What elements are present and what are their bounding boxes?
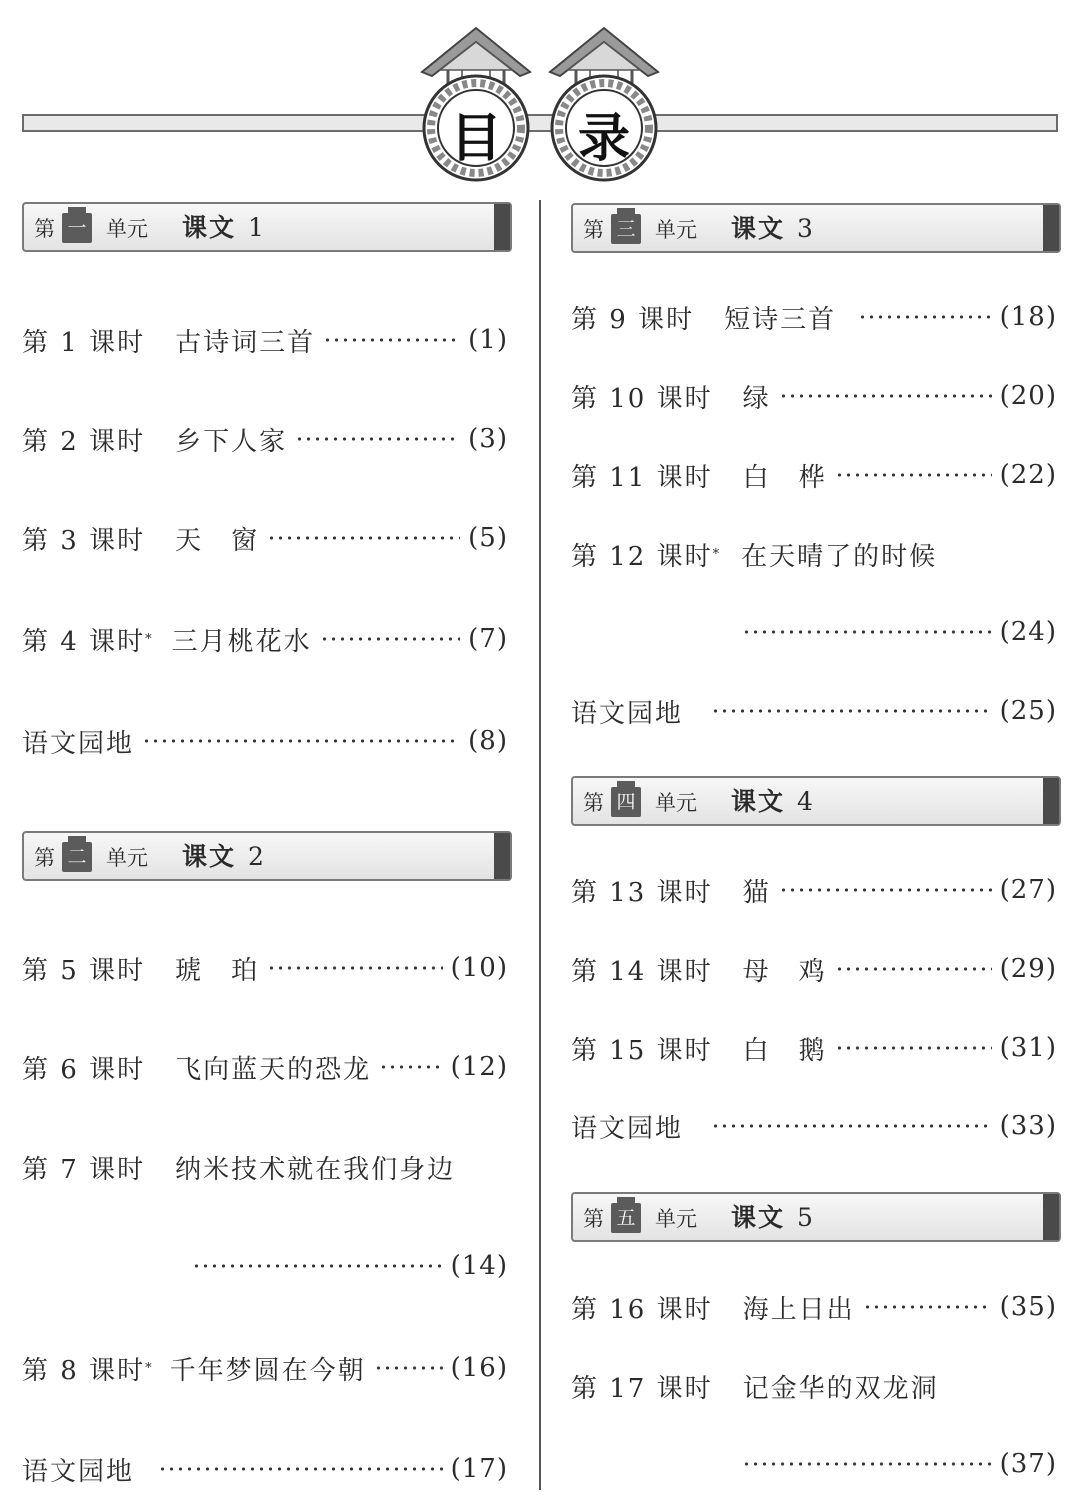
lesson-title: 母 鸡 — [742, 956, 827, 987]
leader-dots — [863, 1289, 992, 1325]
toc-entry[interactable] — [571, 457, 1057, 493]
toc-entry[interactable] — [571, 1368, 1057, 1404]
lesson-label: 第 16 课时 — [571, 1294, 713, 1325]
unit-danyuan: 单元 — [106, 846, 148, 870]
leader-dots — [835, 1030, 992, 1066]
lesson-title: 三月桃花水 — [171, 626, 312, 657]
lesson-label: 语文园地 — [22, 728, 135, 759]
toc-entry[interactable] — [22, 322, 508, 358]
unit-header-bar — [494, 204, 510, 250]
column-divider — [539, 200, 541, 1490]
leader-dots — [320, 621, 461, 657]
page-number: (1) — [468, 325, 508, 355]
unit-header-5 — [571, 1192, 1061, 1242]
lesson-title: 千年梦圆在今朝 — [169, 1355, 366, 1386]
page-number: (27) — [999, 875, 1057, 905]
page-number: (18) — [999, 302, 1057, 332]
unit-header-3 — [571, 203, 1061, 253]
unit-header-bar — [1043, 778, 1059, 824]
leader-dots — [267, 520, 460, 556]
leader-dots — [742, 1446, 992, 1482]
lesson-label: 第 17 课时 — [571, 1373, 713, 1404]
lesson-label: 第 14 课时 — [571, 956, 713, 987]
leader-dots — [142, 723, 460, 759]
lesson-label: 第 1 课时 — [22, 327, 146, 358]
toc-title-char-2: 录 — [577, 109, 630, 169]
lesson-title: 纳米技术就在我们身边 — [175, 1154, 456, 1185]
lesson-title: 记金华的双龙洞 — [742, 1373, 939, 1404]
leader-dots — [379, 1049, 443, 1085]
toc-entry-continuation[interactable] — [742, 614, 1057, 650]
unit-di: 第 — [583, 218, 604, 242]
unit-kewen: 课文 — [731, 214, 786, 243]
unit-header-bar — [1043, 205, 1059, 251]
page-number: (29) — [999, 954, 1057, 984]
page-number: (10) — [450, 953, 508, 983]
lesson-title: 乡下人家 — [175, 426, 288, 457]
unit-di: 第 — [583, 791, 604, 815]
lesson-title: 短诗三首 — [724, 304, 837, 335]
unit-number: 四 — [611, 787, 641, 817]
lesson-title: 飞向蓝天的恐龙 — [175, 1054, 372, 1085]
unit-number: 一 — [62, 213, 92, 243]
toc-entry[interactable] — [22, 1451, 508, 1487]
unit-danyuan: 单元 — [655, 1207, 697, 1231]
page-number: (12) — [450, 1052, 508, 1082]
lesson-title: 琥 珀 — [175, 955, 260, 986]
lesson-label: 第 2 课时 — [22, 426, 146, 457]
unit-di: 第 — [583, 1207, 604, 1231]
lesson-title: 绿 — [742, 383, 771, 414]
page-number: (16) — [450, 1353, 508, 1383]
optional-star: * — [145, 631, 154, 647]
page-number: (37) — [999, 1449, 1057, 1479]
unit-di: 第 — [34, 217, 55, 241]
lesson-label: 第 3 课时 — [22, 525, 146, 556]
lesson-title: 海上日出 — [742, 1294, 855, 1325]
unit-kewen: 课文 — [182, 213, 237, 242]
unit-kewen-number: 3 — [797, 214, 813, 243]
lesson-label: 第 15 课时 — [571, 1035, 713, 1066]
lesson-title: 在天晴了的时候 — [741, 541, 938, 572]
toc-entry[interactable] — [22, 950, 508, 986]
toc-entry[interactable] — [22, 621, 508, 657]
lesson-title: 古诗词三首 — [175, 327, 316, 358]
unit-kewen-number: 2 — [248, 842, 264, 871]
page-number: (8) — [468, 726, 508, 756]
unit-danyuan: 单元 — [655, 791, 697, 815]
unit-header-1 — [22, 202, 512, 252]
leader-dots — [742, 614, 992, 650]
unit-kewen-number: 4 — [797, 787, 813, 816]
lesson-label: 第 10 课时 — [571, 383, 713, 414]
toc-entry[interactable] — [571, 872, 1057, 908]
lesson-label: 第 13 课时 — [571, 877, 713, 908]
title-badge-right — [546, 26, 662, 186]
lesson-label: 语文园地 — [22, 1456, 135, 1487]
page-number: (20) — [999, 381, 1057, 411]
page-number: (14) — [450, 1251, 508, 1281]
toc-entry[interactable] — [571, 1289, 1057, 1325]
toc-entry[interactable] — [571, 693, 1057, 729]
lesson-label: 第 8 课时 — [22, 1355, 146, 1386]
unit-number: 三 — [611, 214, 641, 244]
toc-entry[interactable] — [571, 378, 1057, 414]
toc-entry[interactable] — [22, 1350, 508, 1386]
toc-entry[interactable] — [571, 1030, 1057, 1066]
leader-dots — [323, 322, 460, 358]
lesson-title: 猫 — [742, 877, 771, 908]
toc-entry-continuation[interactable] — [742, 1446, 1057, 1482]
header-rule — [22, 114, 1058, 132]
leader-dots — [374, 1350, 443, 1386]
toc-title-char-1: 目 — [449, 109, 502, 169]
page-number: (35) — [999, 1292, 1057, 1322]
leader-dots — [192, 1248, 443, 1284]
unit-danyuan: 单元 — [655, 218, 697, 242]
page-number: (24) — [999, 617, 1057, 647]
leader-dots — [711, 1108, 992, 1144]
lesson-label: 第 4 课时 — [22, 626, 146, 657]
page-number: (17) — [450, 1454, 508, 1484]
leader-dots — [858, 299, 992, 335]
unit-header-bar — [1043, 1194, 1059, 1240]
leader-dots — [779, 872, 992, 908]
toc-entry[interactable] — [22, 723, 508, 759]
leader-dots — [711, 693, 992, 729]
page-number: (22) — [999, 460, 1057, 490]
lesson-label: 语文园地 — [571, 1113, 684, 1144]
unit-header-2 — [22, 831, 512, 881]
page-number: (25) — [999, 696, 1057, 726]
toc-entry[interactable] — [571, 951, 1057, 987]
unit-kewen: 课文 — [182, 842, 237, 871]
unit-header-4 — [571, 776, 1061, 826]
lesson-label: 第 9 课时 — [571, 304, 695, 335]
leader-dots — [835, 951, 992, 987]
lesson-label: 第 11 课时 — [571, 462, 713, 493]
page-number: (33) — [999, 1111, 1057, 1141]
optional-star: * — [145, 1360, 154, 1376]
lesson-title: 白 桦 — [742, 462, 827, 493]
toc-entry-continuation[interactable] — [192, 1248, 508, 1284]
unit-kewen: 课文 — [731, 1203, 786, 1232]
lesson-label: 第 5 课时 — [22, 955, 146, 986]
toc-entry[interactable] — [22, 520, 508, 556]
title-badge-left — [418, 26, 534, 186]
toc-entry[interactable] — [22, 1049, 508, 1085]
page-number: (3) — [468, 424, 508, 454]
lesson-label: 第 6 课时 — [22, 1054, 146, 1085]
leader-dots — [267, 950, 443, 986]
unit-danyuan: 单元 — [106, 217, 148, 241]
unit-kewen: 课文 — [731, 787, 786, 816]
lesson-label: 语文园地 — [571, 698, 684, 729]
leader-dots — [835, 457, 992, 493]
unit-kewen-number: 5 — [797, 1203, 813, 1232]
page-number: (5) — [468, 523, 508, 553]
toc-entry[interactable] — [22, 421, 508, 457]
page-number: (7) — [468, 624, 508, 654]
leader-dots — [295, 421, 460, 457]
unit-header-bar — [494, 833, 510, 879]
lesson-title: 白 鹅 — [742, 1035, 827, 1066]
leader-dots — [779, 378, 992, 414]
toc-entry[interactable] — [571, 299, 1057, 335]
unit-number: 五 — [611, 1203, 641, 1233]
lesson-title: 天 窗 — [175, 525, 260, 556]
page-number: (31) — [999, 1033, 1057, 1063]
unit-di: 第 — [34, 846, 55, 870]
toc-entry[interactable] — [22, 1149, 508, 1185]
toc-entry[interactable] — [571, 1108, 1057, 1144]
unit-kewen-number: 1 — [248, 213, 264, 242]
optional-star: * — [712, 546, 722, 562]
lesson-label: 第 7 课时 — [22, 1154, 146, 1185]
lesson-label: 第 12 课时 — [571, 541, 713, 572]
toc-entry[interactable] — [571, 536, 1057, 572]
unit-number: 二 — [62, 842, 92, 872]
leader-dots — [158, 1451, 443, 1487]
